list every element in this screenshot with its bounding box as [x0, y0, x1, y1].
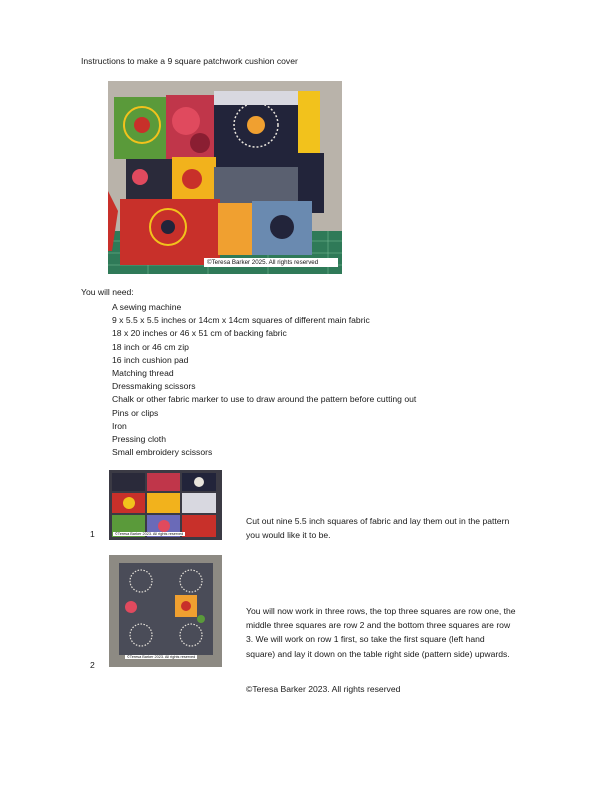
step-2-text: You will now work in three rows, the top three squares are row one, the middle three squares are row 2 and the bottom three squares are row 3. We will work on row 1 first, so take the first square (left hand square) and lay it down on the table right side (pattern side) upwards. [246, 606, 516, 659]
step-1-photo [109, 470, 222, 540]
list-item: A sewing machine [112, 302, 182, 312]
step-2-number: 2 [90, 660, 95, 670]
list-item: Chalk or other fabric marker to use to draw around the pattern before cutting out [112, 394, 417, 405]
hero-photo-caption: ©Teresa Barker 2025. All rights reserved [204, 258, 338, 267]
footer-copyright: ©Teresa Barker 2023. All rights reserved [246, 684, 401, 694]
fabric-square-illustration [109, 555, 222, 667]
list-item: 18 inch or 46 cm zip [112, 341, 189, 352]
step-1-photo-caption: ©Teresa Barker 2023. All rights reserved [115, 532, 184, 536]
cushion-illustration [108, 81, 342, 274]
list-item: Iron [112, 420, 127, 431]
document-title: Instructions to make a 9 square patchwork cushion cover [81, 56, 298, 66]
squares-layout-illustration [109, 470, 222, 540]
cushion-photo [108, 81, 342, 274]
list-item: 9 x 5.5 x 5.5 inches or 14cm x 14cm squares of different main fabric [112, 315, 370, 326]
step-2-photo-caption: ©Teresa Barker 2023. All rights reserved [127, 655, 196, 659]
step-2-photo [109, 555, 222, 667]
list-item: 18 x 20 inches or 46 x 51 cm of backing fabric [112, 328, 287, 339]
list-item: 16 inch cushion pad [112, 354, 189, 365]
materials-heading: You will need: [81, 287, 134, 297]
step-1-text: Cut out nine 5.5 inch squares of fabric and lay them out in the pattern you would like it to be. [246, 516, 510, 541]
list-item: Pressing cloth [112, 433, 166, 444]
materials-list [112, 301, 416, 459]
list-item: Dressmaking scissors [112, 381, 196, 392]
list-item: Pins or clips [112, 407, 159, 418]
list-item: Small embroidery scissors [112, 447, 213, 458]
step-1-number: 1 [90, 529, 95, 539]
list-item: Matching thread [112, 367, 174, 378]
